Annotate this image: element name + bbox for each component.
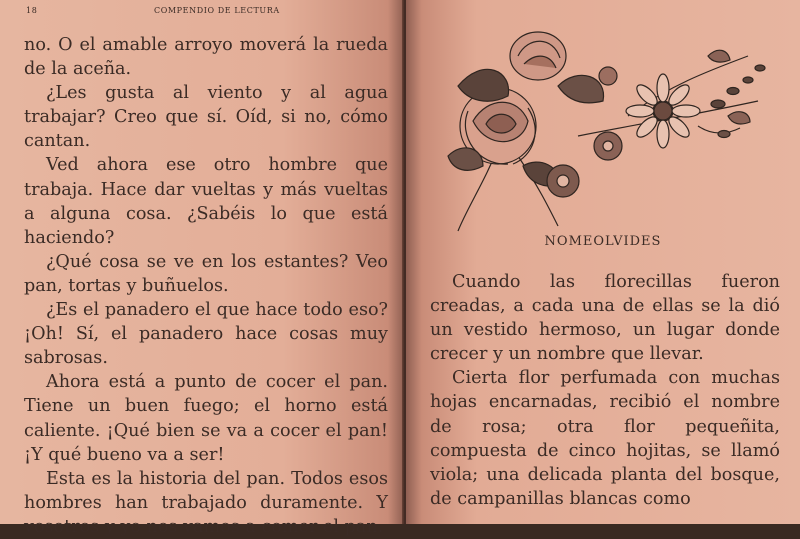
flower-bouquet-illustration bbox=[428, 16, 784, 236]
right-page bbox=[406, 0, 800, 524]
paragraph: ¿Qué cosa se ve en los estantes? Veo pan, tortas y buñuelos. bbox=[24, 251, 388, 296]
right-page-text bbox=[430, 270, 780, 511]
running-head bbox=[26, 6, 386, 20]
paragraph: Cuando las florecillas fueron creadas, a cada una de ellas se la dió un vestido hermoso, un lugar donde crecer y un nombre que llevar. bbox=[430, 272, 780, 365]
paragraph: Ahora está a punto de cocer el pan. Tiene un buen fuego; el horno está caliente. ¡Qué bien se va a cocer el pan! ¡Y qué bueno va a ser! bbox=[24, 372, 388, 465]
running-head-title: COMPENDIO DE LECTURA bbox=[154, 6, 280, 15]
left-page-text bbox=[24, 33, 388, 539]
paragraph: Esta es la historia del pan. Todos esos hombres han trabajado duramente. Y vosotros y yo nos vamos a comer el pan. bbox=[24, 468, 388, 537]
page-number: 18 bbox=[26, 6, 38, 15]
paragraph: Ved ahora ese otro hombre que trabaja. Hace dar vueltas y más vueltas a alguna cosa. ¿Sabéis lo que está haciendo? bbox=[24, 155, 388, 248]
paragraph: ¿Es el panadero el que hace todo eso? ¡Oh! Sí, el panadero hace cosas muy sabrosas. bbox=[24, 300, 388, 369]
paragraph: no. O el amable arroyo moverá la rueda de la aceña. bbox=[24, 35, 388, 80]
paragraph: Cierta flor perfumada con muchas hojas encarnadas, recibió el nombre de rosa; otra flor pequeñita, compuesta de cinco hojitas, se llamó viola; una delicada planta del bosque, de campanillas blancas como bbox=[430, 368, 780, 509]
chapter-title: NOMEOLVIDES bbox=[544, 234, 662, 249]
paragraph: ¿Les gusta al viento y al agua trabajar? Creo que sí. Oíd, si no, cómo cantan. bbox=[24, 83, 388, 152]
